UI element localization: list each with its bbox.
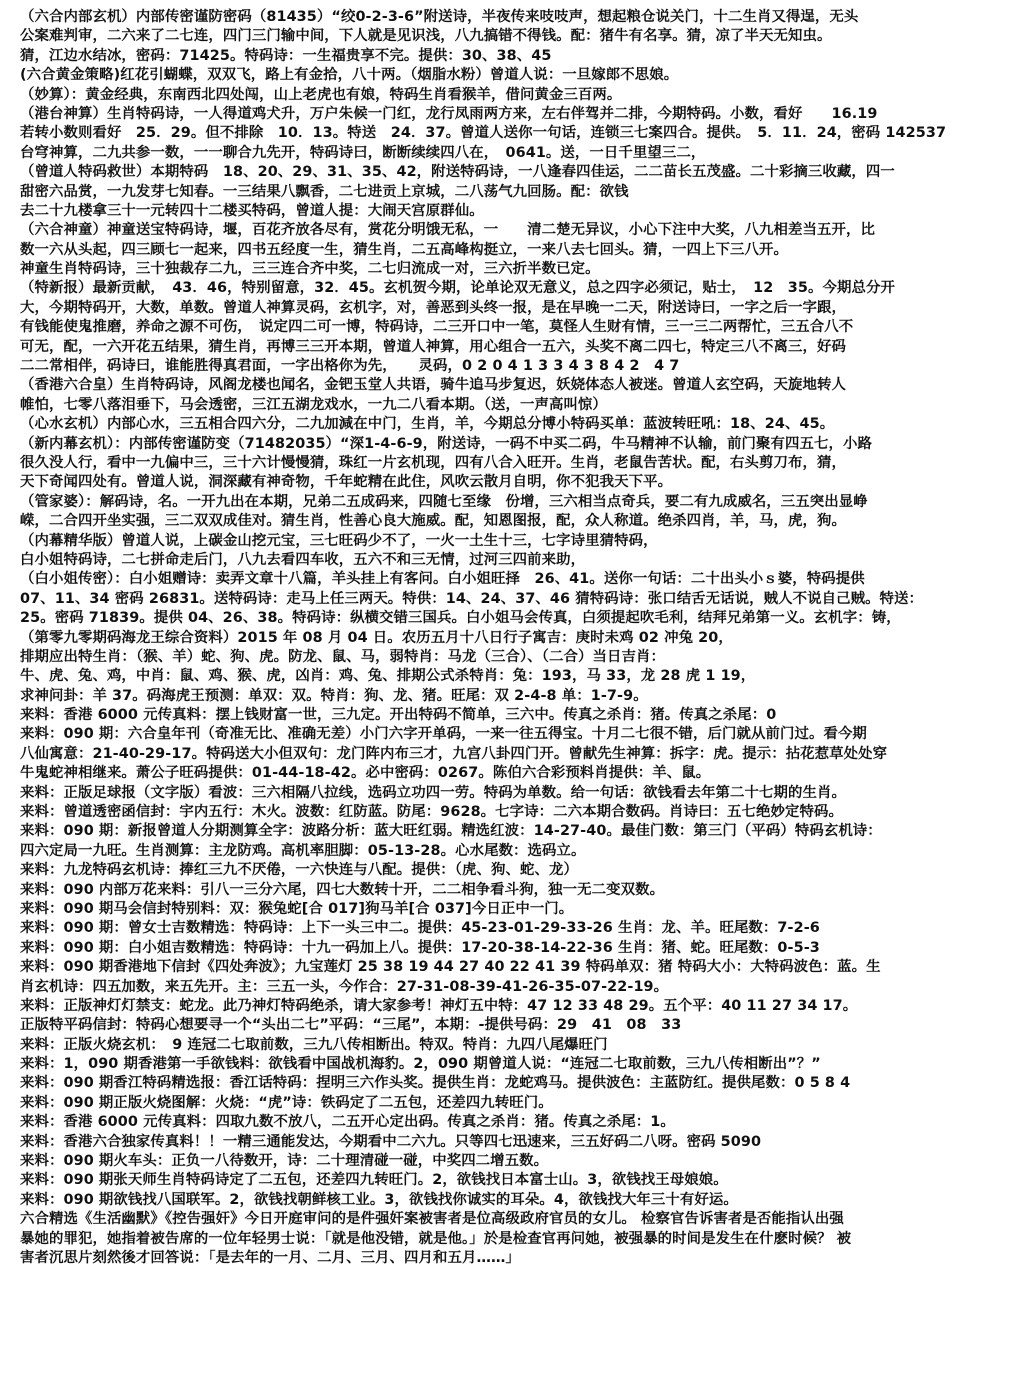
text-line: 来料：090 内部万花来料：引八一三分六尾，四七大数转十开，二二相争看斗狗，独一无二变双数。 <box>20 881 665 898</box>
text-line: （特新报）最新贡献， 43．46，特别留意，32．45。玄机贺今期，论单论双无意义，总之四字必须记，贴士， 12 35。今期总分开 <box>20 280 895 297</box>
text-line: 求神问卦：羊 37。码海虎王预测：单双：双。特肖：狗、龙、猪。旺尾：双 2-4-8 单：1-7-9。 <box>20 687 648 704</box>
text-line: （新内幕玄机）：内部传密谨防变（71482035）“深1-4-6-9，附送诗，一码不中买二码，牛马精神不认输，前门聚有四五七，小路 <box>20 435 872 452</box>
text-line: 甜密六品赏，一九发芽七知春。一三结果八飘香，二七进贡上京城，二八荡气九回肠。配：欲钱 <box>20 183 629 200</box>
text-line: 来料：090 期香港地下信封《四处奔波》；九宝莲灯 25 38 19 44 27 40 22 41 39 特码单双：猪 特码大小：大特码波色：蓝。生 <box>20 959 881 976</box>
text-line <box>20 1268 1003 1287</box>
text-line: 天下奇闻四处有。曾道人说，洞深藏有神奇物，千年蛇精在此住，风吹云散月自明，你不犯我天下平。 <box>20 474 673 491</box>
text-line: 来料：正版足球报（文字版）看波：三六相隔八拉线，选码立功四一劳。特码为单数。给一句话：欲钱看去年第二十七期的生肖。 <box>20 784 846 801</box>
text-line: （管家婆）：解码诗，名。一开九出在本期，兄弟二五成码来，四随七至缘 份增，三六相当点奇兵，要二有九成威名，三五突出显峥 <box>20 493 868 510</box>
text-line: 有钱能使鬼推磨，养命之源不可伤， 说定四二可一博，特码诗，二三开口中一笔，莫怪人生财有情，三一三二两帮忙，三五合八不 <box>20 319 854 336</box>
text-line: 牛鬼蛇神相继来。萧公子旺码提供：01-44-18-42。必中密码：0267。陈伯六合彩预料肖提供：羊、鼠。 <box>20 765 711 782</box>
text-line: 25。密码 71839。提供 04、26、38。特码诗：纵横交错三国兵。白小姐马会传真，白须提起吹毛利，结拜兄弟第一义。玄机字：铸， <box>20 610 901 627</box>
text-line: 暴她的罪犯，她指着被告席的一位年轻男士说：「就是他没错，就是他。」於是检查官再问她，被强暴的时间是发生在什麽时候？ 被 <box>20 1230 852 1247</box>
text-line: （妙算）：黄金经典，东南西北四处闯，山上老虎也有娘，特码生肖看猴羊，借问黄金三百两。 <box>20 86 622 103</box>
text-line: 公案难判审，二六来了二七连，四门三门输中间，下人就是见识浅，八九搞错不得钱。配：猪牛有名享。猜，凉了半天无知虫。 <box>20 28 832 45</box>
text-line: （白小姐传密）：白小姐赠诗：卖弄文章十八篇，羊头挂上有客问。白小姐旺择 26、41。送你一句话：二十出头小ｓ婆，特码提供 <box>20 571 865 588</box>
text-line: 来料：香港 6000 元传真料：四取九数不放八，二五开心定出码。传真之杀肖：猪。传真之杀尾：1。 <box>20 1114 675 1131</box>
text-line: 若转小数则看好 25．29。但不排除 10．13。特送 24．37。曾道人送你一句话，连锁三七案四合。提供。 5．11．24，密码 142537 <box>20 125 947 142</box>
text-line: （内幕精华版）曾道人说，上碳金山挖元宝，三七旺码少不了，一火一土生十三，七字诗里猜特码， <box>20 532 658 549</box>
text-line: 正版特平码信封：特码心想要寻一个“头出二七”平码：“三尾”，本期：-提供号码：29 41 08 33 <box>20 1017 682 1034</box>
text-line: 大，今期特码开，大数，单数。曾道人神算灵码，玄机字，对，善恶到头终一报，是在早晚一二天，附送诗曰，一字之后一字跟， <box>20 299 846 316</box>
text-line: 来料：090 期：新报曾道人分期测算全字：波路分析：蓝大旺红弱。精选红波：14-27-40。最佳门数：第三门（平码）特码玄机诗： <box>20 823 882 840</box>
text-line: 来料：九龙特码玄机诗：捧红三九不厌倦，一六快连与八配。提供：（虎、狗、蛇、龙） <box>20 862 578 879</box>
text-line: 数一六从头起，四三顾七一起来，四书五经度一生，猜生肖，二五高峰构挺立，一来八去七回头。猜，一四上下三八开。 <box>20 241 789 258</box>
text-line: 神童生肖特码诗，三十独裁存二九，三三连合齐中奖，二七归流成一对，三六折半数已定。 <box>20 261 600 278</box>
text-line: 来料：090 期：六合皇年刊（奇准无比、准确无差）小门六字开单码，一来一往五得宝。十月二七很不错，后门就从前门过。看今期 <box>20 726 867 743</box>
text-line <box>20 1288 1003 1307</box>
text-line: 来料：090 期：曾女士吉数精选：特码诗：上下一头三中二。提供：45-23-01-29-33-26 生肖：龙、羊。旺尾数：7-2-6 <box>20 920 820 937</box>
text-line: （六合神童）神童送宝特码诗，堰，百花齐放各尽有，赏花分明饿无私，一 清二楚无异议，小心下注中大奖，八九相差当五开，比 <box>20 222 875 239</box>
text-line: 来料：正版神灯灯禁支：蛇龙。此乃神灯特码绝杀，请大家参考！神灯五中特：47 12 33 48 29。五个平：40 11 27 34 17。 <box>20 997 858 1014</box>
text-line: 来料：香港 6000 元传真料：摆上钱财富一世，三九定。开出特码不简单，三六中。传真之杀肖：猪。传真之杀尾：0 <box>20 707 777 724</box>
text-line: 07、11、34 密码 26831。送特码诗：走马上任三两天。特供：14、24、37、46 猜特码诗：张口结舌无话说，贼人不说自己贼。特送： <box>20 590 924 607</box>
text-line: 来料：090 期张天师生肖特码诗定了二五包，还差四九转旺门。2，欲钱找日本富士山。3，欲钱找王母娘娘。 <box>20 1172 728 1189</box>
text-line: （曾道人特码救世）本期特码 18、20、29、31、35、42，附送特码诗，一八逢春四佳运，二二苗长五茂盛。二十彩摘三收藏，四一 <box>20 164 895 181</box>
text-line: 来料：090 期欲钱找八国联军。2，欲钱找朝鲜核工业。3，欲钱找你诚实的耳朵。4，欲钱找大年三十有好运。 <box>20 1191 738 1208</box>
text-line: 白小姐特码诗，二七拼命走后门，八九去看四车收，五六不和三无情，过河三四前来助， <box>20 551 586 568</box>
text-line: 来料：090 期：白小姐吉数精选：特码诗：十九一码加上八。提供：17-20-38-14-22-36 生肖：猪、蛇。旺尾数：0-5-3 <box>20 939 820 956</box>
text-line: 来料：090 期火车头：正负一八待数开，诗：二十理清碰一碰，中奖四二增五数。 <box>20 1153 549 1170</box>
text-line: 肖玄机诗：四五加数，来五先开。主：三五一头，今作合：27-31-08-39-41-26-35-07-22-19。 <box>20 978 669 995</box>
text-line: 来料：090 期香江特码精选报：香江话特码：捏明三六作头奖。提供生肖：龙蛇鸡马。提供波色：主蓝防红。提供尾数：0 5 8 4 <box>20 1075 851 1092</box>
text-line: 排期应出特生肖：（猴、羊）蛇、狗、虎。防龙、鼠、马，弱特肖：马龙（三合）、（二合）当日吉肖： <box>20 648 665 665</box>
text-line: 来料：正版火烧玄机： 9 连冠二七取前数，三九八传相断出。特双。特肖：九四八尾爆旺门 <box>20 1036 608 1053</box>
text-line: （香港六合皇）生肖特码诗，风阁龙楼也闻名，金钯玉堂人共语，骑牛追马步复迟，妖娆体态人被迷。曾道人玄空码，天旋地转人 <box>20 377 846 394</box>
text-line: 四六定局一九旺。生肖测算：主龙防鸡。高机率胆脚：05-13-28。心水尾数：选码立。 <box>20 842 586 859</box>
text-line: 嵘，二合四开坐实强，三二双双成佳对。猜生肖，性善心良大施威。配，知恩图报，配，众人称道。绝杀四肖，羊，马，虎，狗。 <box>20 513 846 530</box>
text-line <box>20 1307 1003 1326</box>
text-line: 可无，配，一六开花五结果，猜生肖，再博三三开本期，曾道人神算，用心组合一五六，头奖不离二四七，特定三八不离三，好码 <box>20 338 846 355</box>
text-line: 来料：090 期正版火烧图解：火烧：“虎”诗：铁码定了二五包，还差四九转旺门。 <box>20 1094 553 1111</box>
text-line: 害者沉思片刻然後才回答说：「是去年的一月、二月、三月、四月和五月……」 <box>20 1250 520 1266</box>
text-line: （心水玄机）内部心水，三五相合四六分，二九加減在中门，生肖，羊，今期总分博小特码买单：蓝波转旺吼：18、24、45。 <box>20 416 835 433</box>
text-line: 来料：1，090 期香港第一手欲钱料：欲钱看中国战机海豹。2，090 期曾道人说：“连冠二七取前数，三九八传相断出”？” <box>20 1056 821 1073</box>
text-line: (六合黄金策略)红花引蝴蝶，双双飞，路上有金拾，八十两。（烟脂水粉）曾道人说：一旦嫁郎不思娘。 <box>20 67 679 84</box>
text-line: （六合内部玄机）内部传密谨防密码（81435）“绞0-2-3-6”附送诗，半夜传来吱吱声，想起粮仓说关门，十二生肖又得逞，无头 <box>20 9 859 25</box>
text-line: 很久没人行，看中一九偏中三，三十六计慢慢猜，珠红一片玄机现，四有八合入旺开。生肖，老鼠告苦状。配，右头剪刀布，猜， <box>20 454 846 471</box>
text-line: 八仙寓意：21-40-29-17。特码送大小但双句：龙门阵内布三才，九宫八卦四门开。曾献先生神算：拆字：虎。提示：拈花惹草处处穿 <box>20 745 888 762</box>
text-line: 去二十九楼拿三十一元转四十二楼买特码，曾道人提：大闹天宫原群仙。 <box>20 202 484 219</box>
text-line: 猜，江边水结冰，密码：71425。特码诗：一生福贵享不完。提供：30、38、45 <box>20 47 552 64</box>
text-line: 二二常相伴，码诗曰，谁能胜得真君面，一字出格你为先， 灵码，0 2 0 4 1 3 3 4 3 8 4 2 4 7 <box>20 358 680 375</box>
text-line: （第零九零期码海龙王综合资料）2015 年 08 月 04 日。农历五月十八日行子寓吉：庚时未鸡 02 冲兔 20， <box>20 629 733 646</box>
text-line: 来料：090 期马会信封特别料：双：猴兔蛇[合 017]狗马羊[合 037]今日正中一门。 <box>20 900 574 917</box>
text-line: 来料：香港六合独家传真料！！一精三通能发达，今期看中二六九。只等四七迅速来，三五好码二八呀。密码 5090 <box>20 1133 762 1150</box>
text-line: 台穹神算，二九共参一数，一一聊合九先开，特码诗曰，断断续续四八在， 0641。送，一日千里望三二， <box>20 144 706 161</box>
text-line: （港台神算）生肖特码诗，一人得道鸡犬升，万户朱候一门红，龙行凤雨两方来，左右伴驾并二排，今期特码。小数，看好 16.19 <box>20 105 878 122</box>
text-line: 牛、虎、兔、鸡，中肖：鼠、鸡、猴、虎，凶肖：鸡、兔、排期公式杀特肖：兔：193，马 33，龙 28 虎 1 19， <box>20 668 756 685</box>
text-line: 六合精选《生活幽默》《控告强奸》今日开庭审问的是件强奸案被害者是位高级政府官员的女儿。 检察官告诉害者是否能指认出强 <box>20 1211 844 1228</box>
text-line: 来料：曾道透密函信封：宇内五行：木火。波数：红防蓝。防尾：9628。七字诗：二六本期合数码。肖诗曰：五七绝妙定特码。 <box>20 804 843 821</box>
text-line: 帷怕，七零八落泪垂下，马会透密，三江五湖龙戏水，一九二八看本期。（送，一声高叫惊） <box>20 396 607 413</box>
